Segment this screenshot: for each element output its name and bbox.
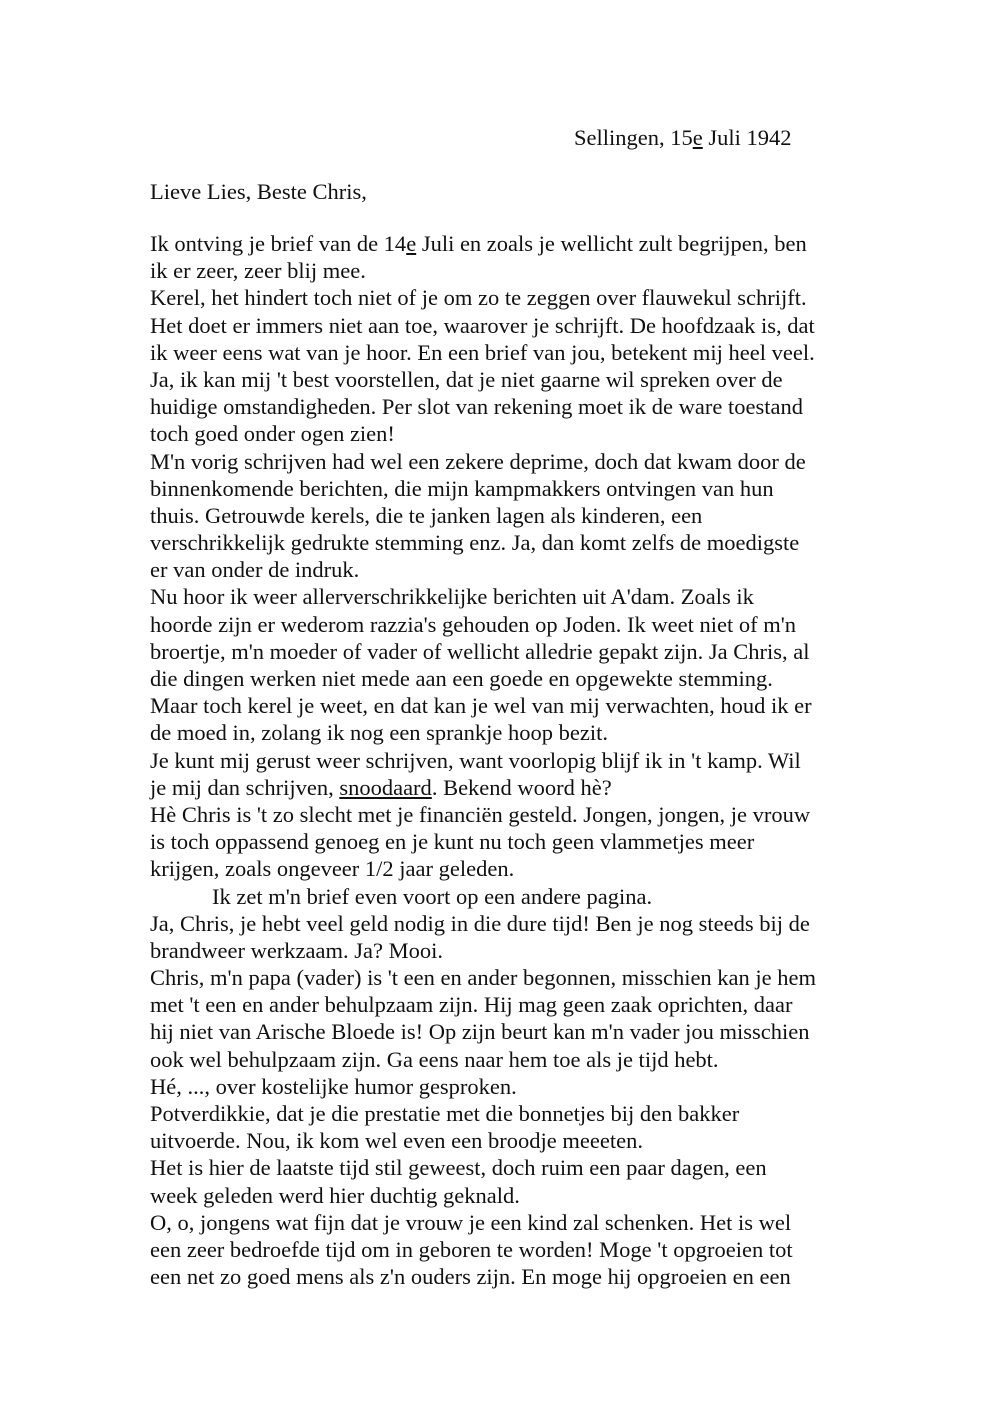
letter-line: [150, 1182, 870, 1209]
letter-line: [150, 448, 870, 475]
line-text: hij niet van Arische Bloede is! Op zijn beurt kan m'n vader jou misschien: [150, 1019, 810, 1045]
letter-line: [150, 502, 870, 529]
line-text: Nu hoor ik weer allerverschrikkelijke berichten uit A'dam. Zoals ik: [150, 584, 754, 610]
letter-line: [150, 692, 870, 719]
letter-line: [150, 312, 870, 339]
letter-line: [150, 1046, 870, 1073]
line-text: week geleden werd hier duchtig geknald.: [150, 1182, 520, 1208]
letter-line: [150, 366, 870, 393]
line-text: is toch oppassend genoeg en je kunt nu toch geen vlammetjes meer: [150, 829, 755, 855]
line-text: Ik ontving je brief van de 14: [150, 231, 407, 256]
line-text: Chris, m'n papa (vader) is 't een en ander begonnen, misschien kan je hem: [150, 965, 817, 991]
line-text: toch goed onder ogen zien!: [150, 421, 395, 447]
date-rest: Juli 1942: [702, 125, 792, 150]
line-text: verschrikkelijk gedrukte stemming enz. Ja, dan komt zelfs de moedigste: [150, 530, 800, 556]
letter-line: [150, 556, 870, 583]
line-text: de moed in, zolang ik nog een sprankje hoop bezit.: [150, 720, 608, 746]
letter-line: [150, 611, 870, 638]
letter-line: [150, 747, 870, 774]
line-text: huidige omstandigheden. Per slot van rekening moet ik de ware toestand: [150, 394, 803, 420]
line-text: uitvoerde. Nou, ik kom wel even een broodje meeeten.: [150, 1128, 643, 1154]
line-text: Je kunt mij gerust weer schrijven, want voorlopig blijf ik in 't kamp. Wil: [150, 747, 801, 773]
underlined-text: snoodaard: [339, 774, 432, 800]
letter-line: [150, 883, 870, 910]
letter-line: [150, 393, 870, 420]
line-text: met 't een en ander behulpzaam zijn. Hij mag geen zaak oprichten, daar: [150, 992, 793, 1018]
letter-line: [150, 257, 870, 284]
letter-line: [150, 583, 870, 610]
line-text: Ik zet m'n brief even voort op een andere pagina.: [212, 883, 653, 909]
line-text: Hè Chris is 't zo slecht met je financiën gesteld. Jongen, jongen, je vrouw: [150, 801, 811, 827]
line-text: ik weer eens wat van je hoor. En een brief van jou, betekent mij heel veel.: [150, 339, 815, 365]
line-text: brandweer werkzaam. Ja? Mooi.: [150, 937, 443, 963]
letter-line: [150, 910, 870, 937]
line-text: krijgen, zoals ongeveer 1/2 jaar geleden.: [150, 856, 515, 882]
letter-line: [150, 964, 870, 991]
line-text: er van onder de indruk.: [150, 557, 360, 583]
date-day-suffix: e: [692, 125, 703, 150]
line-text: een zeer bedroefde tijd om in geboren te worden! Moge 't opgroeien tot: [150, 1236, 793, 1262]
letter-line: [150, 420, 870, 447]
line-text: die dingen werken niet mede aan een goede en opgewekte stemming.: [150, 666, 773, 691]
line-text: ook wel behulpzaam zijn. Ga eens naar hem toe als je tijd hebt.: [150, 1046, 719, 1072]
date-place: Sellingen, 15: [574, 125, 693, 150]
line-text: Hé, ..., over kostelijke humor gesproken.: [150, 1073, 517, 1099]
line-text: binnenkomende berichten, die mijn kampmakkers ontvingen van hun: [150, 475, 774, 501]
dateline: [574, 124, 792, 151]
line-text: een net zo goed mens als z'n ouders zijn. En moge hij opgroeien en een: [150, 1264, 791, 1290]
underlined-text: e: [406, 231, 417, 256]
letter-line: [150, 828, 870, 855]
letter-line: [150, 855, 870, 882]
line-text: Het is hier de laatste tijd stil geweest, doch ruim een paar dagen, een: [150, 1155, 767, 1181]
line-text: Het doet er immers niet aan toe, waarover je schrijft. De hoofdzaak is, dat: [150, 312, 815, 338]
letter-line: [150, 665, 870, 692]
letter-line: [150, 937, 870, 964]
line-text: hoorde zijn er wederom razzia's gehouden op Joden. Ik weet niet of m'n: [150, 611, 797, 637]
letter-line: [150, 1209, 870, 1236]
letter-line: [150, 1154, 870, 1181]
letter-line: [150, 475, 870, 502]
letter-line: [150, 339, 870, 366]
letter-line: [150, 529, 870, 556]
salutation: Lieve Lies, Beste Chris,: [150, 179, 367, 204]
line-text: Maar toch kerel je weet, en dat kan je wel van mij verwachten, houd ik er: [150, 693, 812, 719]
letter-line: [150, 1127, 870, 1154]
letter-line: [150, 719, 870, 746]
line-text: Kerel, het hindert toch niet of je om zo te zeggen over flauwekul schrijft.: [150, 285, 807, 311]
letter-line: [150, 230, 870, 257]
letter-line: [150, 638, 870, 665]
line-text: je mij dan schrijven,: [150, 774, 340, 800]
line-text: ik er zeer, zeer blij mee.: [150, 258, 366, 284]
line-text: . Bekend woord hè?: [431, 774, 612, 800]
line-text: broertje, m'n moeder of vader of wellicht alledrie gepakt zijn. Ja Chris, al: [150, 638, 810, 664]
letter-line: [150, 1263, 870, 1290]
letter-line: [150, 284, 870, 311]
line-text: thuis. Getrouwde kerels, die te janken lagen als kinderen, een: [150, 502, 703, 528]
line-text: Ja, Chris, je hebt veel geld nodig in die dure tijd! Ben je nog steeds bij de: [150, 910, 810, 936]
letter-body: [150, 230, 870, 1290]
letter-line: [150, 1100, 870, 1127]
line-text: Juli en zoals je wellicht zult begrijpen, ben: [416, 231, 807, 256]
letter-line: [150, 801, 870, 828]
line-text: O, o, jongens wat fijn dat je vrouw je een kind zal schenken. Het is wel: [150, 1209, 792, 1235]
letter-line: [150, 1236, 870, 1263]
line-text: Potverdikkie, dat je die prestatie met die bonnetjes bij den bakker: [150, 1101, 740, 1126]
letter-line: [150, 1073, 870, 1100]
letter-line: [150, 991, 870, 1018]
line-text: Ja, ik kan mij 't best voorstellen, dat je niet gaarne wil spreken over de: [150, 366, 783, 392]
letter-line: [150, 774, 870, 801]
letter-line: [150, 1018, 870, 1045]
line-text: M'n vorig schrijven had wel een zekere deprime, doch dat kwam door de: [150, 448, 806, 474]
